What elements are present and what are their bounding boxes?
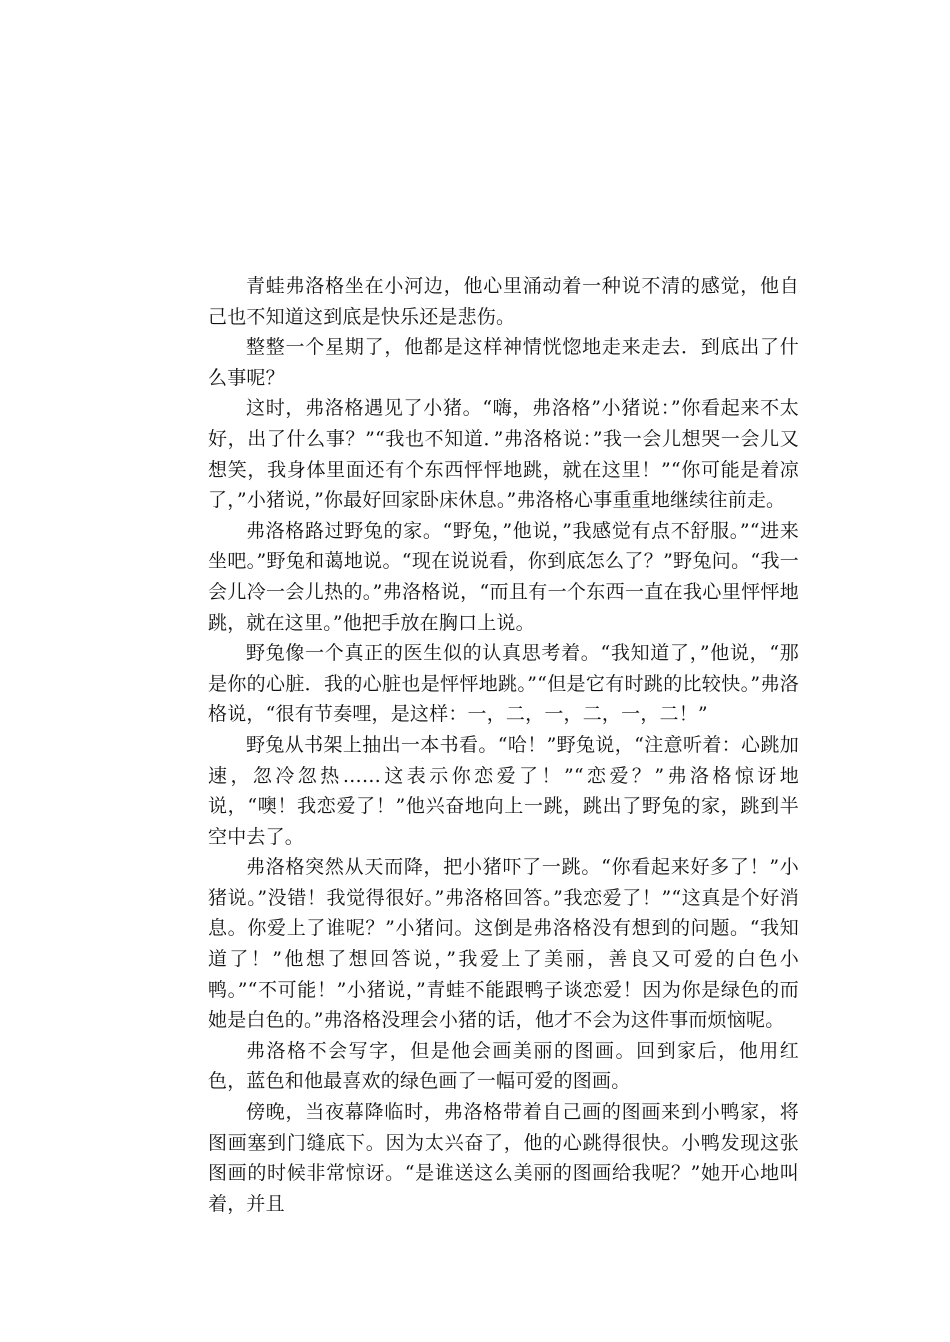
paragraph-3: 这时，弗洛格遇见了小猪。“嗨，弗洛格”小猪说：”你看起来不太好，出了什么事？”“我也不知道．”弗洛格说：”我一会儿想哭一会儿又想笑，我身体里面还有个东西怦怦地跳，就在这里！”“你可能是着凉了，”小猪说，”你最好回家卧床休息。”弗洛格心事重重地继续往前走。 bbox=[208, 397, 799, 512]
story-text bbox=[208, 271, 799, 1219]
paragraph-2: 整整一个星期了，他都是这样神情恍惚地走来走去．到底出了什么事呢？ bbox=[208, 336, 799, 389]
paragraph-6: 野兔从书架上抽出一本书看。“哈！”野兔说，“注意听着：心跳加速，忽冷忽热……这表示你恋爱了！”“恋爱？”弗洛格惊讶地说，“噢！我恋爱了！”他兴奋地向上一跳，跳出了野兔的家，跳到半空中去了。 bbox=[208, 733, 799, 848]
paragraph-5: 野兔像一个真正的医生似的认真思考着。“我知道了，”他说，“那是你的心脏．我的心脏也是怦怦地跳。”“但是它有时跳的比较快。”弗洛格说，“很有节奏哩，是这样：一，二，一，二，一，二！” bbox=[208, 642, 799, 726]
paragraph-4: 弗洛格路过野兔的家。“野兔，”他说，”我感觉有点不舒服。”“进来坐吧。”野兔和蔼地说。“现在说说看，你到底怎么了？”野兔问。“我一会儿冷一会儿热的。”弗洛格说，“而且有一个东西一直在我心里怦怦地跳，就在这里。”他把手放在胸口上说。 bbox=[208, 519, 799, 634]
paragraph-7: 弗洛格突然从天而降，把小猪吓了一跳。“你看起来好多了！”小猪说。”没错！我觉得很好。”弗洛格回答。”我恋爱了！”“这真是个好消息。你爱上了谁呢？”小猪问。这倒是弗洛格没有想到的问题。“我知道了！”他想了想回答说，”我爱上了美丽，善良又可爱的白色小鸭。”“不可能！”小猪说，”青蛙不能跟鸭子谈恋爱！因为你是绿色的而她是白色的。”弗洛格没理会小猪的话，他才不会为这件事而烦恼呢。 bbox=[208, 856, 799, 1032]
paragraph-9: 傍晚，当夜幕降临时，弗洛格带着自己画的图画来到小鸭家，将图画塞到门缝底下。因为太兴奋了，他的心跳得很快。小鸭发现这张图画的时候非常惊讶。“是谁送这么美丽的图画给我呢？”她开心地叫着，并且 bbox=[208, 1101, 799, 1215]
paragraph-8: 弗洛格不会写字，但是他会画美丽的图画。回到家后，他用红色，蓝色和他最喜欢的绿色画了一幅可爱的图画。 bbox=[208, 1039, 799, 1093]
paragraph-1: 青蛙弗洛格坐在小河边，他心里涌动着一种说不清的感觉，他自己也不知道这到底是快乐还是悲伤。 bbox=[208, 275, 799, 328]
